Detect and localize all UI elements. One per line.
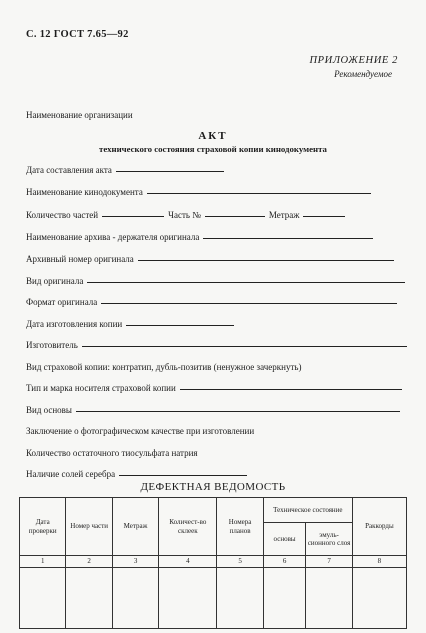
field-base — [26, 401, 404, 415]
field-label: Архивный номер оригинала — [26, 254, 134, 264]
fill-line[interactable] — [138, 259, 394, 261]
column-number: 2 — [66, 556, 112, 568]
column-number: 7 — [306, 556, 352, 568]
field-carrier — [26, 379, 406, 393]
field-label: Дата составления акта — [26, 165, 112, 175]
column-number: 6 — [263, 556, 306, 568]
col-header-emulsion: эмуль-сионного слоя — [306, 523, 352, 556]
table-cell[interactable] — [352, 568, 406, 629]
field-silver — [26, 465, 251, 479]
field-orig-type — [26, 272, 409, 286]
fill-line[interactable] — [82, 345, 407, 347]
col-header-splices: Количест-во склеек — [159, 498, 217, 556]
appendix-subtitle: Рекомендуемое — [334, 69, 392, 79]
appendix-title: ПРИЛОЖЕНИЕ 2 — [309, 55, 398, 66]
column-number: 4 — [159, 556, 217, 568]
column-number: 3 — [112, 556, 158, 568]
column-number: 1 — [20, 556, 66, 568]
fill-line[interactable] — [203, 237, 373, 239]
column-number: 5 — [217, 556, 263, 568]
fill-line[interactable] — [147, 192, 371, 194]
fill-line[interactable] — [101, 302, 397, 304]
field-label: Количество остаточного тиосульфата натрия — [26, 448, 198, 458]
field-maker — [26, 336, 411, 350]
field-label: Наличие солей серебра — [26, 469, 116, 479]
field-photo-quality — [26, 422, 254, 436]
col-header-metrage: Метраж — [112, 498, 158, 556]
table-cell[interactable] — [112, 568, 158, 629]
table-cell[interactable] — [263, 568, 306, 629]
column-number-row — [20, 556, 407, 568]
field-label: Наименование кинодокумента — [26, 187, 143, 197]
column-number: 8 — [352, 556, 406, 568]
fill-line[interactable] — [116, 170, 224, 172]
field-thiosulfate — [26, 444, 198, 458]
field-label: Формат оригинала — [26, 297, 98, 307]
organization-label: Наименование организации — [26, 110, 133, 120]
fill-line[interactable] — [205, 215, 265, 217]
table-cell[interactable] — [20, 568, 66, 629]
field-label: Изготовитель — [26, 340, 78, 350]
defect-table-title: ДЕФЕКТНАЯ ВЕДОМОСТЬ — [140, 481, 286, 493]
fill-line[interactable] — [102, 215, 164, 217]
col-header-tech-state: Техническое состояние — [263, 498, 352, 523]
field-archive-name — [26, 228, 377, 242]
field-label: Вид страховой копии: контратип, дубль-позитив (ненужное зачеркнуть) — [26, 362, 302, 372]
field-orig-format — [26, 293, 401, 307]
col-header-frame-no: Номера планов — [217, 498, 263, 556]
col-header-records: Раккорды — [352, 498, 406, 556]
fill-line[interactable] — [303, 215, 345, 217]
col-header-part-no: Номер части — [66, 498, 112, 556]
field-label: Вид оригинала — [26, 276, 84, 286]
field-label: Количество частей — [26, 210, 99, 220]
field-film-name — [26, 183, 375, 197]
table-row — [20, 568, 407, 629]
fill-line[interactable] — [126, 324, 234, 326]
field-archive-no — [26, 250, 398, 264]
field-copy-date — [26, 315, 238, 329]
table-cell[interactable] — [159, 568, 217, 629]
field-label: Тип и марка носителя страховой копии — [26, 383, 176, 393]
fill-line[interactable] — [180, 388, 402, 390]
field-label: Часть № — [168, 210, 201, 220]
page-header: С. 12 ГОСТ 7.65—92 — [26, 29, 129, 40]
field-label: Наименование архива - держателя оригинала — [26, 232, 200, 242]
table-cell[interactable] — [217, 568, 263, 629]
field-copy-type — [26, 358, 301, 372]
table-cell[interactable] — [66, 568, 112, 629]
field-parts — [26, 206, 349, 220]
table-cell[interactable] — [306, 568, 352, 629]
defect-table — [19, 497, 407, 629]
act-subtitle: технического состояния страховой копии кинодокумента — [99, 144, 327, 154]
fill-line[interactable] — [76, 410, 400, 412]
field-label: Метраж — [268, 210, 300, 220]
field-label: Вид основы — [26, 405, 72, 415]
col-header-date: Дата проверки — [20, 498, 66, 556]
fill-line[interactable] — [87, 281, 405, 283]
field-date — [26, 161, 228, 175]
field-label: Дата изготовления копии — [26, 319, 123, 329]
act-title: АКТ — [198, 130, 228, 142]
field-label: Заключение о фотографическом качестве при изготовлении — [26, 426, 255, 436]
fill-line[interactable] — [119, 474, 247, 476]
col-header-base: основы — [263, 523, 306, 556]
